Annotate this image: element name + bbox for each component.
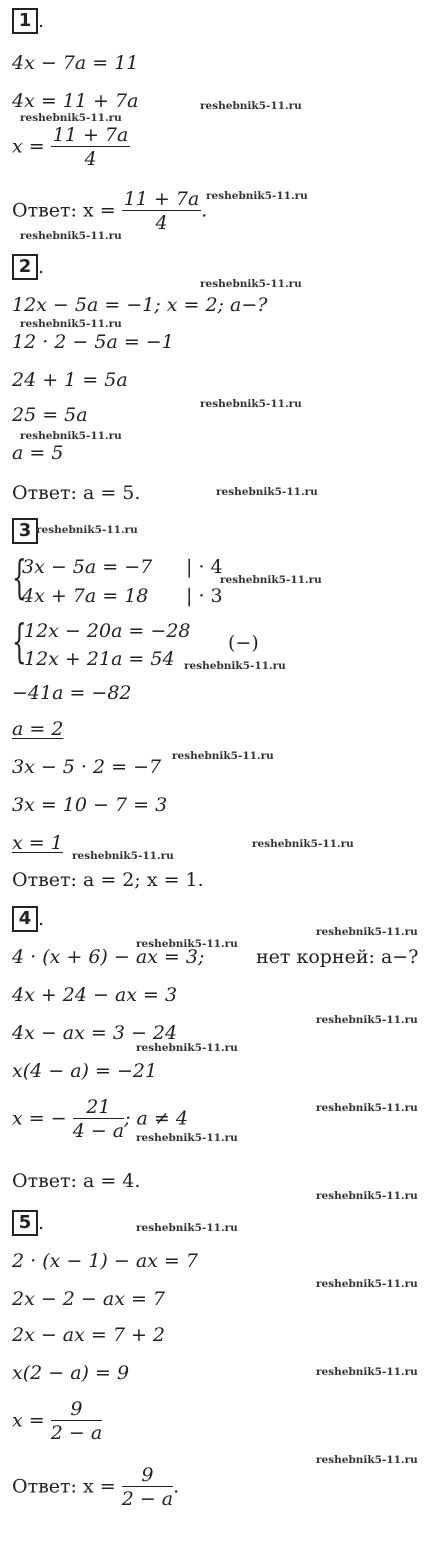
p3-line-4: a = 2: [12, 718, 64, 740]
p5-fraction-denominator: 2 − a: [50, 1422, 103, 1444]
watermark: reshebnik5-11.ru: [216, 486, 318, 498]
p2-answer: Ответ: a = 5.: [12, 482, 141, 504]
watermark: reshebnik5-11.ru: [20, 112, 122, 124]
p3-system-1-eq-a: 3x − 5a = −7: [22, 556, 153, 578]
p2-line-1: 12x − 5a = −1; x = 2; a−?: [12, 294, 268, 316]
p3-answer: Ответ: a = 2; x = 1.: [12, 869, 204, 891]
p1-fraction-numerator: 11 + 7a: [52, 124, 129, 146]
p3-line-6: 3x = 10 − 7 = 3: [12, 794, 168, 816]
p5-answer-suffix: .: [173, 1475, 180, 1498]
watermark: reshebnik5-11.ru: [20, 318, 122, 330]
watermark: reshebnik5-11.ru: [316, 1366, 418, 1378]
p2-line-4: 25 = 5a: [12, 404, 88, 426]
p4-line-1: 4 · (x + 6) − ax = 3;: [12, 946, 205, 968]
p2-line-5: a = 5: [12, 442, 64, 464]
watermark: reshebnik5-11.ru: [316, 926, 418, 938]
p5-line-2: 2x − 2 − ax = 7: [12, 1288, 166, 1310]
p3-system-1-mul-a: | · 4: [186, 556, 223, 578]
watermark: reshebnik5-11.ru: [36, 524, 138, 536]
problem-number-3: 3: [12, 518, 38, 544]
p2-line-2: 12 · 2 − 5a = −1: [12, 331, 174, 353]
p5-line-1: 2 · (x − 1) − ax = 7: [12, 1250, 198, 1272]
p2-line-3: 24 + 1 = 5a: [12, 369, 128, 391]
watermark: reshebnik5-11.ru: [172, 750, 274, 762]
p5-fraction-numerator: 9: [51, 1398, 102, 1421]
p4-fraction-denominator: 4 − a: [72, 1120, 125, 1142]
p1-answer-numerator: 11 + 7a: [123, 188, 200, 210]
p1-line-3: [12, 124, 130, 171]
p3-line-7: x = 1: [12, 832, 63, 854]
problem-number-dot: .: [38, 256, 45, 278]
p3-system-2-eq-b: 12x + 21a = 54: [24, 648, 175, 670]
watermark: reshebnik5-11.ru: [316, 1014, 418, 1026]
p1-line-3-lhs: x =: [12, 135, 45, 158]
p5-answer-numerator: 9: [122, 1464, 173, 1487]
watermark: reshebnik5-11.ru: [136, 1132, 238, 1144]
p4-fraction-numerator: 21: [73, 1096, 124, 1119]
p5-fraction: [51, 1398, 102, 1445]
watermark: reshebnik5-11.ru: [220, 574, 322, 586]
problem-number-dot: .: [38, 1212, 45, 1234]
p5-answer-prefix: Ответ: x =: [12, 1475, 116, 1498]
watermark: reshebnik5-11.ru: [316, 1102, 418, 1114]
problem-number-1: 1: [12, 8, 38, 34]
problem-number-5: 5: [12, 1210, 38, 1236]
p5-line-5: [12, 1398, 102, 1445]
p1-answer-denominator: 4: [155, 212, 168, 234]
system-brace-2: {: [12, 614, 27, 668]
problem-number-dot: .: [38, 10, 45, 32]
watermark: reshebnik5-11.ru: [200, 100, 302, 112]
watermark: reshebnik5-11.ru: [20, 430, 122, 442]
watermark: reshebnik5-11.ru: [72, 850, 174, 862]
p4-line-3: 4x − ax = 3 − 24: [12, 1022, 178, 1044]
p3-system-2-operator: (−): [228, 632, 259, 654]
p4-line-5-condition: ; a ≠ 4: [124, 1107, 188, 1130]
p1-answer-fraction: [122, 188, 202, 235]
watermark: reshebnik5-11.ru: [316, 1454, 418, 1466]
watermark: reshebnik5-11.ru: [136, 1222, 238, 1234]
watermark: reshebnik5-11.ru: [252, 838, 354, 850]
p4-line-1-condition: нет корней: a−?: [256, 946, 419, 968]
p5-answer: [12, 1464, 179, 1511]
system-brace-1: {: [12, 550, 27, 604]
watermark: reshebnik5-11.ru: [20, 230, 122, 242]
p1-answer: [12, 188, 207, 235]
problem-number-2: 2: [12, 254, 38, 280]
p4-answer: Ответ: a = 4.: [12, 1170, 141, 1192]
p5-line-3: 2x − ax = 7 + 2: [12, 1324, 166, 1346]
p1-fraction-denominator: 4: [84, 148, 97, 170]
p1-answer-prefix: Ответ: x =: [12, 199, 116, 222]
watermark: reshebnik5-11.ru: [184, 660, 286, 672]
p5-answer-fraction: [122, 1464, 173, 1511]
watermark: reshebnik5-11.ru: [200, 278, 302, 290]
watermark: reshebnik5-11.ru: [136, 938, 238, 950]
p3-system-1-eq-b: 4x + 7a = 18: [22, 585, 149, 607]
p4-line-4: x(4 − a) = −21: [12, 1060, 158, 1082]
p1-answer-suffix: .: [201, 199, 208, 222]
p1-line-1: 4x − 7a = 11: [12, 52, 139, 74]
p4-fraction: [73, 1096, 124, 1143]
p3-system-1-mul-b: | · 3: [186, 585, 223, 607]
p3-line-3: −41a = −82: [12, 682, 132, 704]
p3-line-5: 3x − 5 · 2 = −7: [12, 756, 162, 778]
problem-number-dot: .: [38, 908, 45, 930]
p4-line-2: 4x + 24 − ax = 3: [12, 984, 178, 1006]
p5-answer-denominator: 2 − a: [121, 1488, 174, 1510]
p5-line-5-lhs: x =: [12, 1409, 45, 1432]
p1-fraction: [51, 124, 131, 171]
p4-line-5-lhs: x = −: [12, 1107, 67, 1130]
p1-line-2: 4x = 11 + 7a: [12, 90, 139, 112]
p5-line-4: x(2 − a) = 9: [12, 1362, 130, 1384]
watermark: reshebnik5-11.ru: [316, 1278, 418, 1290]
p3-system-2-eq-a: 12x − 20a = −28: [24, 620, 191, 642]
watermark: reshebnik5-11.ru: [206, 190, 308, 202]
watermark: reshebnik5-11.ru: [316, 1190, 418, 1202]
watermark: reshebnik5-11.ru: [136, 1042, 238, 1054]
watermark: reshebnik5-11.ru: [200, 398, 302, 410]
problem-number-4: 4: [12, 906, 38, 932]
